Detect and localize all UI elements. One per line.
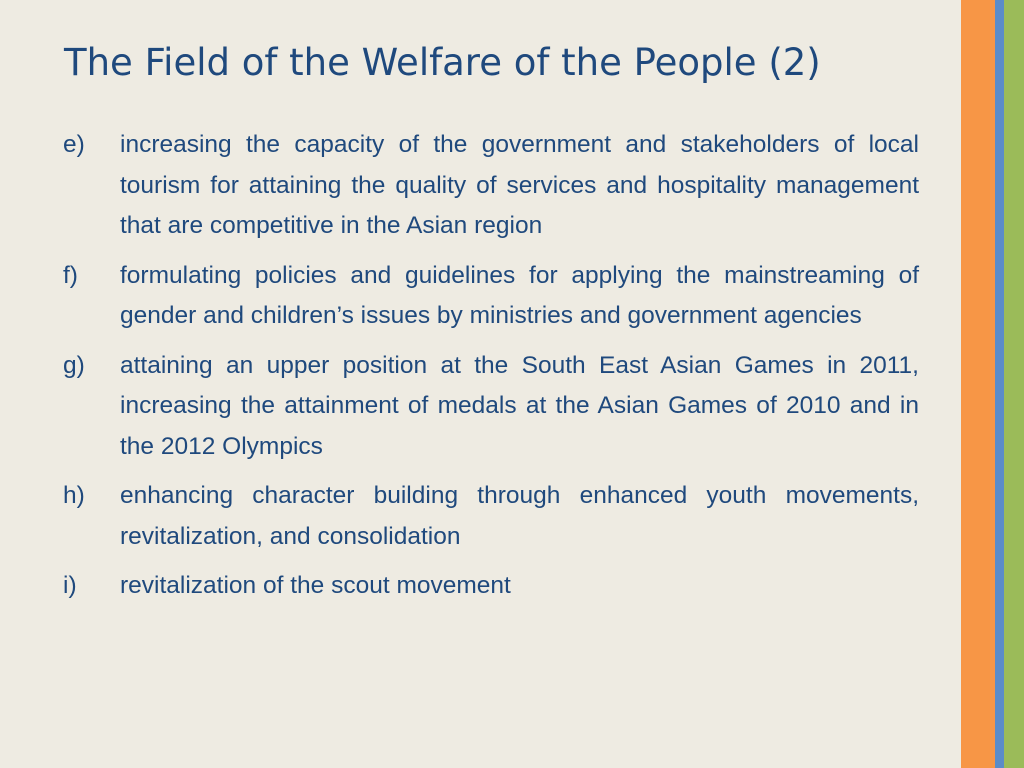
list-item-g xyxy=(63,346,919,468)
list-item-e xyxy=(63,125,919,247)
green-accent-stripe xyxy=(1004,0,1024,768)
list-item-text: attaining an upper position at the South East Asian Games in 2011, increasing the attainment of medals at the Asian Games of 2010 and in the 2012 Olympics xyxy=(120,351,919,460)
list-item-text: increasing the capacity of the government and stakeholders of local tourism for attaining the quality of services and hospitality management that are competitive in the Asian region xyxy=(120,131,919,239)
list-item-i xyxy=(63,566,919,607)
list-marker: e) xyxy=(63,131,85,158)
list-item-text: enhancing character building through enhanced youth movements, revitalization, and consolidation xyxy=(120,482,919,550)
list-item-h xyxy=(63,476,919,557)
list-marker: h) xyxy=(63,482,85,509)
list-item-text: formulating policies and guidelines for applying the mainstreaming of gender and children’s issues by ministries and government agencies xyxy=(120,261,919,329)
list-item-text: revitalization of the scout movement xyxy=(120,572,511,599)
bullet-list xyxy=(63,125,919,616)
blue-accent-stripe xyxy=(995,0,1004,768)
list-marker: i) xyxy=(63,572,77,599)
list-marker: g) xyxy=(63,351,85,379)
list-marker: f) xyxy=(63,261,78,289)
list-item-f xyxy=(63,256,919,337)
slide-title: The Field of the Welfare of the People (2) xyxy=(64,41,821,84)
orange-accent-stripe xyxy=(961,0,995,768)
